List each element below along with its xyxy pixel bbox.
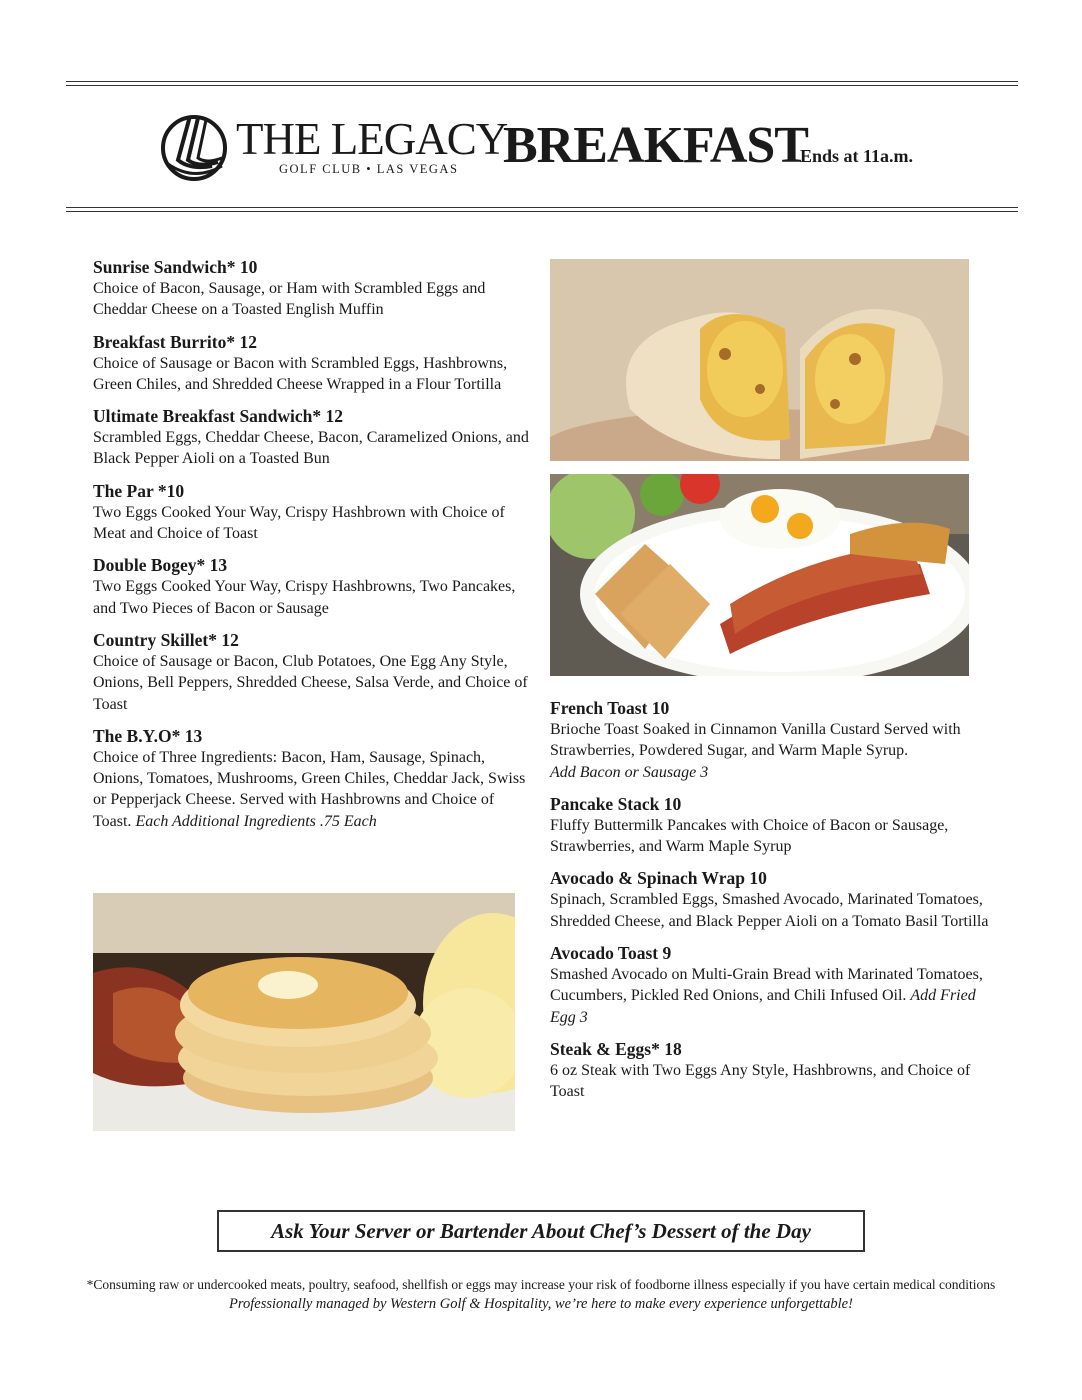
menu-item-title: The Par *10 [93,480,185,501]
menu-item-title: The B.Y.O* 13 [93,725,203,746]
header-rule-1 [66,207,1018,208]
menu-item [550,1038,990,1103]
menu-item-title: Pancake Stack 10 [550,793,682,814]
menu-item-title: Steak & Eggs* 18 [550,1038,682,1059]
left-menu-column [93,256,533,842]
right-menu-column [550,697,990,1113]
logo-name: THE LEGACY [236,114,508,164]
menu-item-desc-text: Smashed Avocado on Multi-Grain Bread with Marinated Tomatoes, Cucumbers, Pickled Red Onions, and Chili Infused Oil. [550,966,983,1005]
menu-item-desc [550,964,990,1028]
menu-item-note: Add Fried Egg 3 [550,987,976,1026]
menu-item [93,725,533,832]
menu-item-desc: Brioche Toast Soaked in Cinnamon Vanilla Custard Served with Strawberries, Powdered Sugar, and Warm Maple Syrup. [550,721,961,760]
menu-item [93,331,533,396]
menu-item [93,256,533,321]
menu-item [550,867,990,932]
menu-item-title: Country Skillet* 12 [93,629,239,650]
eggs-bacon-photo [550,474,969,676]
menu-item-desc: Spinach, Scrambled Eggs, Smashed Avocado, Marinated Tomatoes, Shredded Cheese, and Black Pepper Aioli on a Tomato Basil Tortilla [550,891,989,930]
top-rule-2 [66,85,1018,86]
menu-item-desc: Choice of Sausage or Bacon with Scrambled Eggs, Hashbrowns, Green Chiles, and Shredded Cheese Wrapped in a Flour Tortilla [93,354,508,393]
menu-item-desc: Choice of Sausage or Bacon, Club Potatoes, One Egg Any Style, Onions, Bell Peppers, Shredded Cheese, Salsa Verde, and Choice of Toast [93,652,528,713]
menu-item [93,629,533,715]
menu-item-title: Ultimate Breakfast Sandwich* 12 [93,406,344,427]
menu-item [550,793,990,858]
logo-wordmark [236,116,507,162]
dessert-callout: Ask Your Server or Bartender About Chef’s Dessert of the Day [217,1210,865,1252]
logo-subtitle: GOLF CLUB • LAS VEGAS [279,162,459,176]
menu-item-desc: Scrambled Eggs, Cheddar Cheese, Bacon, Caramelized Onions, and Black Pepper Aioli on a Toasted Bun [93,429,529,468]
menu-item-desc-text: Choice of Three Ingredients: Bacon, Ham, Sausage, Spinach, Onions, Tomatoes, Mushrooms, Green Chiles, Cheddar Jack, Swiss or Pepperjack Cheese. Served with Hashbrowns and Choice of Toast. [93,748,526,830]
legacy-logo-icon [160,112,228,182]
header-rule-2 [66,211,1018,212]
menu-item [93,480,533,545]
menu-item-title: Double Bogey* 13 [93,555,228,576]
menu-item [550,942,990,1028]
hours-note: Ends at 11a.m. [800,146,914,166]
menu-item [93,405,533,470]
burrito-photo [550,259,969,461]
menu-item-title: Breakfast Burrito* 12 [93,331,257,352]
menu-item [550,697,990,783]
header [160,108,940,188]
menu-item-title: Avocado Toast 9 [550,943,672,964]
top-rule-1 [66,81,1018,82]
menu-item-desc: Fluffy Buttermilk Pancakes with Choice of Bacon or Sausage, Strawberries, and Warm Maple Syrup [550,816,949,856]
page-title: BREAKFAST [503,117,808,174]
food-safety-disclaimer: *Consuming raw or undercooked meats, poultry, seafood, shellfish or eggs may increase your risk of foodborne illness especially if you have certain medical conditions [86,1277,996,1292]
menu-item-note: Each Additional Ingredients .75 Each [135,812,377,830]
menu-item-title: Avocado & Spinach Wrap 10 [550,868,767,889]
menu-item-note: Add Bacon or Sausage 3 [550,763,709,781]
menu-item-desc: Two Eggs Cooked Your Way, Crispy Hashbrowns, Two Pancakes, and Two Pieces of Bacon or Sausage [93,578,516,617]
menu-item-title: Sunrise Sandwich* 10 [93,257,258,277]
management-note: Professionally managed by Western Golf & Hospitality, we’re here to make every experience unforgettable! [229,1296,853,1312]
menu-item-desc: Choice of Bacon, Sausage, or Ham with Scrambled Eggs and Cheddar Cheese on a Toasted English Muffin [93,280,486,319]
pancake-photo [93,893,515,1131]
menu-item-title: French Toast 10 [550,698,670,718]
menu-item [93,554,533,619]
menu-item-desc: 6 oz Steak with Two Eggs Any Style, Hashbrowns, and Choice of Toast [550,1061,971,1101]
menu-item-desc [93,747,533,832]
menu-item-desc: Two Eggs Cooked Your Way, Crispy Hashbrown with Choice of Meat and Choice of Toast [93,503,505,543]
